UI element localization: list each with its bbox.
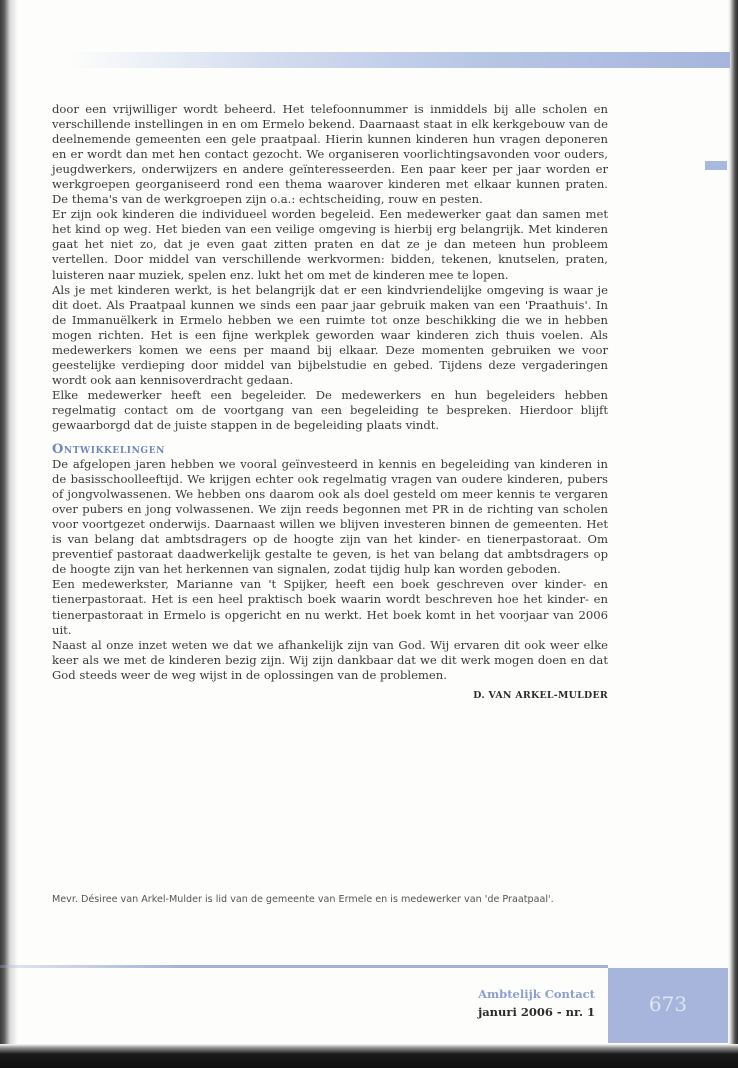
footer-masthead bbox=[440, 985, 595, 1021]
article-body bbox=[52, 102, 608, 703]
article-paragraph: door een vrijwilliger wordt beheerd. Het telefoonnummer is inmiddels bij alle scholen en verschillende instellingen in en om Ermelo bekend. Daarnaast staat in elk kerkgebouw van de deelnemende gemeenten een gele praatpaal. Hierin kunnen kinderen hun vragen deponeren en er wordt dan met hen contact gezocht. We organiseren voorlichtingsavonden voor ouders, jeugdwerkers, onderwijzers en andere geïnteresseerden. Een paar keer per jaar worden er werkgroepen georganiseerd rond een thema waarover kinderen met elkaar kunnen praten. De thema's van de werkgroepen zijn o.a.: echtscheiding, rouw en pesten. bbox=[52, 102, 608, 207]
page-number: 673 bbox=[648, 992, 688, 1016]
issue-label: januri 2006 - nr. 1 bbox=[478, 1005, 595, 1019]
scan-left-edge bbox=[0, 0, 18, 1068]
article-paragraph: Een medewerkster, Marianne van 't Spijker, heeft een boek geschreven over kinder- en tienerpastoraat. Het is een heel praktisch boek waarin wordt beschreven hoe het kinder- en tienerpastoraat in Ermelo is opgericht en nu werkt. Het boek komt in het voorjaar van 2006 uit. bbox=[52, 577, 608, 637]
magazine-title: Ambtelijk Contact bbox=[478, 987, 595, 1001]
page-number-box bbox=[608, 968, 728, 1043]
scan-right-edge bbox=[728, 0, 738, 1068]
article-paragraph: De afgelopen jaren hebben we vooral geïnvesteerd in kennis en begeleiding van kinderen in de basisschoolleeftijd. We krijgen echter ook regelmatig vragen van oudere kinderen, pubers of jongvolwassenen. We hebben ons daarom ook als doel gesteld om meer kennis te vergaren over pubers en jong volwassenen. We zijn reeds begonnen met PR in de richting van scholen voor voortgezet onderwijs. Daarnaast willen we blijven investeren binnen de gemeenten. Het is van belang dat ambtsdragers op de hoogte zijn van het kinder- en tienerpastoraat. Om preventief pastoraat daadwerkelijk gestalte te geven, is het van belang dat ambtsdragers op de hoogte zijn van het herkennen van signalen, zodat tijdig hulp kan worden geboden. bbox=[52, 457, 608, 577]
top-decorative-bar bbox=[70, 52, 730, 68]
side-tab-marker bbox=[705, 161, 727, 170]
footer-rule bbox=[0, 965, 608, 968]
article-paragraph: Elke medewerker heeft een begeleider. De medewerkers en hun begeleiders hebben regelmatig contact om de voortgang van een begeleiding te bespreken. Hierdoor blijft gewaarborgd dat de juiste stappen in de begeleiding plaats vindt. bbox=[52, 387, 608, 432]
article-paragraph: Als je met kinderen werkt, is het belangrijk dat er een kindvriendelijke omgeving is waar je dit doet. Als Praatpaal kunnen we sinds een paar jaar gebruik maken van een 'Praathuis'. In de Immanuëlkerk in Ermelo hebben we een ruimte tot onze beschikking die we in hebben mogen richten. Het is een fijne werkplek geworden waar kinderen zich thuis voelen. Als medewerkers komen we eens per maand bij elkaar. Deze momenten gebruiken we voor geestelijke verdieping door middel van bijbelstudie en gebed. Tijdens deze vergaderingen wordt ook aan kennisoverdracht gedaan. bbox=[52, 282, 608, 387]
article-paragraph: Er zijn ook kinderen die individueel worden begeleid. Een medewerker gaat dan samen met het kind op weg. Het bieden van een veilige omgeving is hierbij erg belangrijk. Met kinderen gaat het niet zo, dat je even gaat zitten praten en dat ze je dan meteen hun probleem vertellen. Door middel van verschillende werkvormen: bidden, tekenen, knutselen, praten, luisteren naar muziek, spelen enz. lukt het om met de kinderen mee te lopen. bbox=[52, 207, 608, 282]
article-paragraph: Naast al onze inzet weten we dat we afhankelijk zijn van God. Wij ervaren dit ook weer elke keer als we met de kinderen bezig zijn. Wij zijn dankbaar dat we dit werk mogen doen en dat God steeds weer de weg wijst in de oplossingen van de problemen. bbox=[52, 637, 608, 682]
author-signature: D. VAN ARKEL-MULDER bbox=[473, 689, 608, 701]
section-heading: Ontwikkelingen bbox=[52, 442, 166, 458]
scan-bottom-edge bbox=[0, 1044, 738, 1068]
author-note: Mevr. Désiree van Arkel-Mulder is lid van de gemeente van Ermele en is medewerker van 'de Praatpaal'. bbox=[52, 894, 554, 905]
